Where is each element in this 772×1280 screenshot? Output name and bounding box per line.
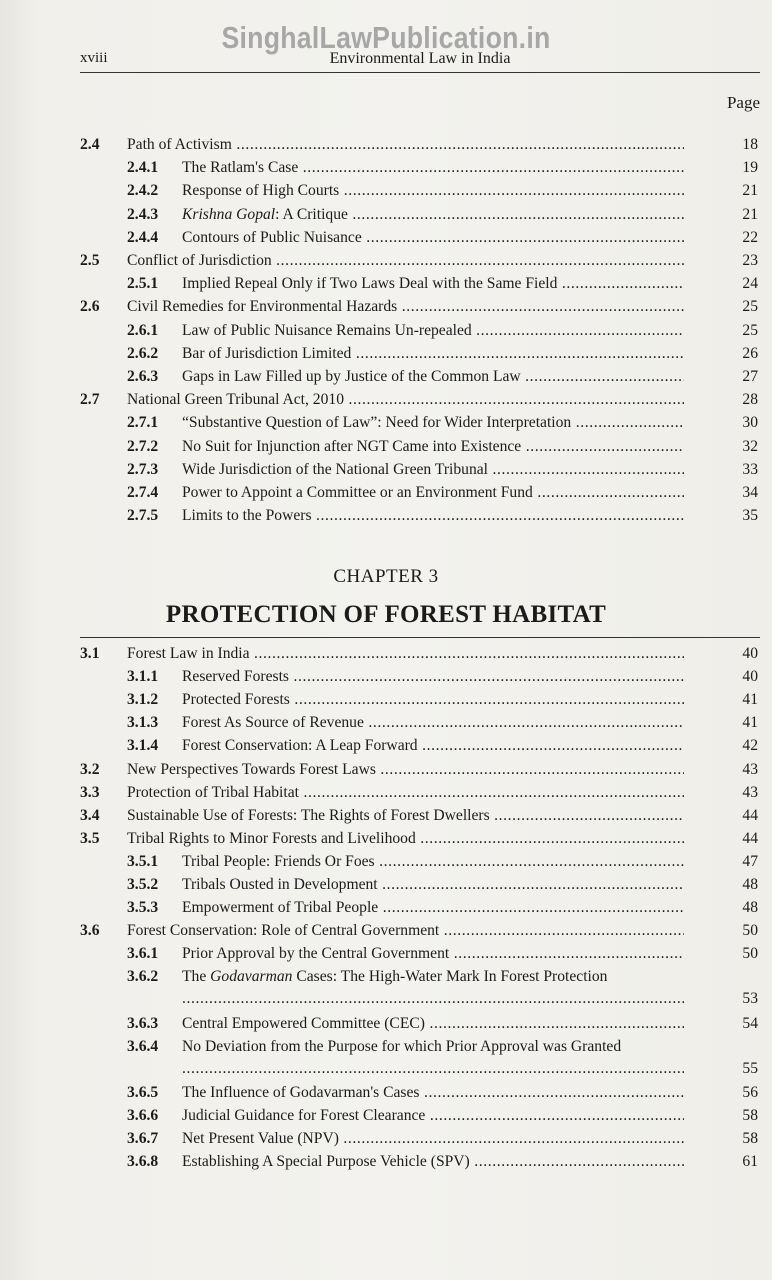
- entry-number: 2.7.1: [127, 414, 159, 432]
- entry-page: 58: [742, 1130, 758, 1148]
- toc-entry: [0, 1128, 772, 1150]
- entry-page: 40: [742, 645, 758, 662]
- entry-number: 2.6.3: [127, 368, 159, 385]
- entry-page: 33: [742, 460, 758, 478]
- entry-page: 34: [742, 484, 758, 501]
- entry-number: 3.1.4: [127, 737, 159, 755]
- entry-page: 48: [742, 876, 758, 893]
- entry-title: [182, 505, 684, 527]
- entry-title-text: Forest Conservation: Role of Central Government: [127, 922, 440, 940]
- entry-page: 61: [742, 1153, 758, 1171]
- entry-number: 2.7: [80, 391, 100, 409]
- entry-page: 48: [742, 899, 758, 917]
- entry-title-text: Response of High Courts: [182, 182, 340, 200]
- entry-number: 2.7.5: [127, 507, 159, 525]
- entry-page: 27: [742, 368, 758, 385]
- entry-title: [182, 412, 684, 434]
- entry-number: 3.6.6: [127, 1107, 159, 1124]
- entry-title-text: Protection of Tribal Habitat: [127, 783, 299, 801]
- entry-title-text: Forest As Source of Revenue: [182, 714, 364, 732]
- entry-title-text: Tribal Rights to Minor Forests and Livelihood: [127, 829, 416, 847]
- entry-number: 3.6.7: [127, 1130, 159, 1148]
- entry-title-text: Tribal People: Friends Or Foes: [182, 852, 375, 870]
- entry-page: 21: [742, 205, 758, 223]
- entry-title-text: Central Empowered Committee (CEC): [182, 1014, 425, 1032]
- entry-page: 32: [742, 437, 758, 455]
- toc-entry: [0, 180, 772, 202]
- entry-title-text: National Green Tribunal Act, 2010: [127, 391, 344, 409]
- entry-page: 41: [742, 714, 758, 732]
- entry-number: 3.6.8: [127, 1153, 159, 1171]
- entry-page: 55: [742, 1059, 758, 1077]
- entry-title: [127, 759, 684, 781]
- entry-title: [127, 250, 684, 272]
- toc-entry: [0, 851, 772, 873]
- toc-entry: [0, 1082, 772, 1104]
- entry-page: 50: [742, 922, 758, 940]
- toc-entry: [0, 482, 772, 504]
- toc-entry: [0, 366, 772, 388]
- entry-title: [182, 343, 684, 365]
- entry-page: 26: [742, 344, 758, 362]
- toc-entry: [0, 296, 772, 318]
- entry-number: 3.5.1: [127, 852, 159, 870]
- entry-title: [182, 459, 684, 481]
- entry-title-text: Forest Law in India: [127, 645, 250, 662]
- entry-page: 19: [742, 159, 758, 177]
- entry-number: 3.6.3: [127, 1014, 159, 1032]
- toc-entry: [0, 759, 772, 781]
- entry-title: [182, 436, 684, 458]
- toc-entry: [0, 712, 772, 734]
- entry-number: 3.3: [80, 783, 100, 801]
- entry-title: [182, 735, 684, 757]
- entry-title-text: The Influence of Godavarman's Cases: [182, 1083, 420, 1101]
- entry-title-text: Wide Jurisdiction of the National Green Tribunal: [182, 460, 488, 478]
- entry-title-italic: Godavarman: [210, 968, 293, 986]
- toc-entry: [0, 204, 772, 226]
- entry-title: [127, 643, 684, 665]
- entry-title: [182, 851, 684, 873]
- entry-title-text: Forest Conservation: A Leap Forward: [182, 737, 418, 755]
- entry-number: 2.6: [80, 298, 100, 316]
- entry-number: 3.6.4: [127, 1037, 159, 1055]
- toc-entry: [0, 412, 772, 434]
- entry-page: 42: [742, 737, 758, 755]
- toc-entry: [0, 666, 772, 688]
- entry-number: 3.6: [80, 922, 100, 940]
- entry-title: [182, 180, 684, 202]
- entry-title-text: Contours of Public Nuisance: [182, 228, 362, 246]
- entry-number: 2.4.1: [127, 159, 159, 177]
- entry-page: 18: [742, 136, 758, 153]
- entry-title: [182, 204, 684, 226]
- entry-number: 3.1.3: [127, 714, 159, 732]
- entry-title: [182, 227, 684, 249]
- entry-title: [182, 1151, 684, 1173]
- entry-page: 47: [742, 852, 758, 870]
- toc-entry: [0, 1105, 772, 1127]
- entry-page: 40: [742, 668, 758, 686]
- entry-page: 41: [742, 691, 758, 709]
- chapter-rule: [80, 637, 760, 638]
- entry-title-text: Implied Repeal Only if Two Laws Deal with the Same Field: [182, 275, 558, 293]
- entry-number: 2.7.4: [127, 484, 159, 501]
- bleed-through-text: [80, 96, 84, 116]
- toc-entry: [0, 505, 772, 527]
- entry-page: 25: [742, 298, 758, 316]
- toc-entry: [0, 273, 772, 295]
- entry-title-text: Power to Appoint a Committee or an Environment Fund: [182, 484, 533, 501]
- entry-page: 28: [742, 391, 758, 409]
- entry-title-text: Civil Remedies for Environmental Hazards: [127, 298, 398, 316]
- entry-page: 43: [742, 760, 758, 778]
- toc-entry: [0, 943, 772, 965]
- entry-title-text: Law of Public Nuisance Remains Un-repealed: [182, 321, 472, 339]
- entry-title: [182, 1105, 684, 1127]
- entry-page: 58: [742, 1107, 758, 1124]
- entry-title: [182, 966, 684, 1010]
- entry-number: 3.6.5: [127, 1083, 159, 1101]
- entry-page: 54: [742, 1014, 758, 1032]
- entry-number: 2.6.1: [127, 321, 159, 339]
- entry-title-prefix: The: [182, 968, 211, 986]
- entry-title: [182, 273, 684, 295]
- entry-number: 2.7.3: [127, 460, 159, 478]
- entry-title-text: Net Present Value (NPV): [182, 1130, 339, 1148]
- entry-title: [127, 828, 684, 850]
- entry-title: [182, 897, 684, 919]
- entry-number: 3.5: [80, 829, 100, 847]
- entry-number: 3.4: [80, 806, 100, 824]
- entry-number: 3.6.2: [127, 968, 159, 986]
- toc-entry: [0, 389, 772, 411]
- toc-entry: [0, 343, 772, 365]
- chapter-title: PROTECTION OF FOREST HABITAT: [165, 601, 607, 628]
- entry-title: [182, 320, 684, 342]
- toc-entry: [0, 250, 772, 272]
- entry-number: 2.5: [80, 252, 100, 269]
- entry-title-text: The Ratlam's Case: [182, 159, 299, 177]
- toc-entry: [0, 874, 772, 896]
- page-number: xviii: [80, 50, 108, 66]
- entry-title-text: Judicial Guidance for Forest Clearance: [182, 1107, 426, 1124]
- entry-page: 25: [742, 321, 758, 339]
- entry-number: 3.1: [80, 645, 100, 662]
- entry-title: [127, 296, 684, 318]
- entry-title-text: : A Critique: [275, 205, 348, 223]
- entry-title-text: Sustainable Use of Forests: The Rights of Forest Dwellers: [127, 806, 490, 824]
- entry-title: [127, 134, 684, 156]
- entry-title: [127, 782, 684, 804]
- toc-entry: [0, 134, 772, 156]
- entry-page: 43: [742, 783, 758, 801]
- toc-entry: [0, 157, 772, 179]
- entry-number: 3.1.2: [127, 691, 159, 709]
- entry-title-text: Cases: The High-Water Mark In Forest Protection: [292, 968, 608, 986]
- toc-entry: [0, 920, 772, 942]
- entry-page: 23: [742, 252, 758, 269]
- toc-entry: [0, 782, 772, 804]
- entry-title: [182, 157, 684, 179]
- entry-number: 2.5.1: [127, 275, 159, 293]
- entry-page: 21: [742, 182, 758, 200]
- entry-title-text: Protected Forests: [182, 691, 290, 709]
- entry-title: [182, 943, 684, 965]
- entry-number: 2.4: [80, 136, 100, 153]
- entry-title: [182, 666, 684, 688]
- entry-number: 3.5.3: [127, 899, 159, 917]
- toc-entry: [0, 735, 772, 757]
- entry-title: [182, 366, 684, 388]
- entry-page: 35: [742, 507, 758, 525]
- entry-title: [182, 874, 684, 896]
- entry-number: 2.6.2: [127, 344, 159, 362]
- entry-page: 22: [742, 228, 758, 246]
- entry-page: 24: [742, 275, 758, 293]
- entry-title-text: No Deviation from the Purpose for which Prior Approval was Granted: [182, 1037, 622, 1055]
- entry-title-text: Bar of Jurisdiction Limited: [182, 344, 352, 362]
- toc-entry: [0, 643, 772, 665]
- entry-title: [127, 389, 684, 411]
- entry-number: 2.4.4: [127, 228, 159, 246]
- entry-title-text: “Substantive Question of Law”: Need for Wider Interpretation: [182, 414, 572, 432]
- entry-title-text: Empowerment of Tribal People: [182, 899, 379, 917]
- entry-page: 44: [742, 806, 758, 824]
- entry-title: [182, 1036, 684, 1080]
- entry-title-text: Prior Approval by the Central Government: [182, 945, 450, 963]
- entry-page: 30: [742, 414, 758, 432]
- page-column-label: Page: [726, 93, 760, 112]
- entry-title: [182, 1013, 684, 1035]
- toc-entry: [0, 805, 772, 827]
- entry-number: 2.4.3: [127, 205, 159, 223]
- toc-entry: [0, 1151, 772, 1173]
- entry-number: 3.1.1: [127, 668, 159, 686]
- entry-number: 2.4.2: [127, 182, 159, 200]
- entry-page: 44: [742, 829, 758, 847]
- watermark: SinghalLawPublication.in: [221, 20, 551, 55]
- entry-number: 3.5.2: [127, 876, 159, 893]
- book-title: Environmental Law in India: [329, 50, 511, 67]
- entry-title-italic: Krishna Gopal: [182, 205, 276, 223]
- entry-page: 56: [742, 1083, 758, 1101]
- entry-number: 2.7.2: [127, 437, 159, 455]
- toc-entry: [0, 320, 772, 342]
- entry-number: 3.2: [80, 760, 100, 778]
- entry-title-text: Gaps in Law Filled up by Justice of the Common Law: [182, 368, 521, 385]
- toc-entry: [0, 897, 772, 919]
- entry-title-text: Tribals Ousted in Development: [182, 876, 378, 893]
- entry-title: [182, 1128, 684, 1150]
- toc-entry: [0, 689, 772, 711]
- chapter-label: CHAPTER 3: [333, 566, 439, 587]
- toc-entry: [0, 436, 772, 458]
- toc-entry: [0, 1036, 772, 1080]
- entry-page: 50: [742, 945, 758, 963]
- toc-entry: [0, 828, 772, 850]
- entry-title-text: Establishing A Special Purpose Vehicle (SPV): [182, 1153, 470, 1171]
- entry-title-text: Conflict of Jurisdiction: [127, 252, 272, 269]
- entry-title: [182, 482, 684, 504]
- entry-title: [127, 805, 684, 827]
- toc-entry: [0, 459, 772, 481]
- entry-title-text: Reserved Forests: [182, 668, 289, 686]
- toc-entry: [0, 966, 772, 1010]
- entry-number: 3.6.1: [127, 945, 159, 963]
- entry-title: [127, 920, 684, 942]
- toc-entry: [0, 1013, 772, 1035]
- entry-title-text: Limits to the Powers: [182, 507, 312, 525]
- entry-title-text: New Perspectives Towards Forest Laws: [127, 760, 376, 778]
- entry-page: 53: [742, 990, 758, 1008]
- toc-entry: [0, 227, 772, 249]
- running-head: [80, 50, 760, 73]
- entry-title: [182, 689, 684, 711]
- entry-title: [182, 712, 684, 734]
- entry-title-text: Path of Activism: [127, 136, 232, 153]
- entry-title: [182, 1082, 684, 1104]
- entry-title-text: No Suit for Injunction after NGT Came into Existence: [182, 437, 522, 455]
